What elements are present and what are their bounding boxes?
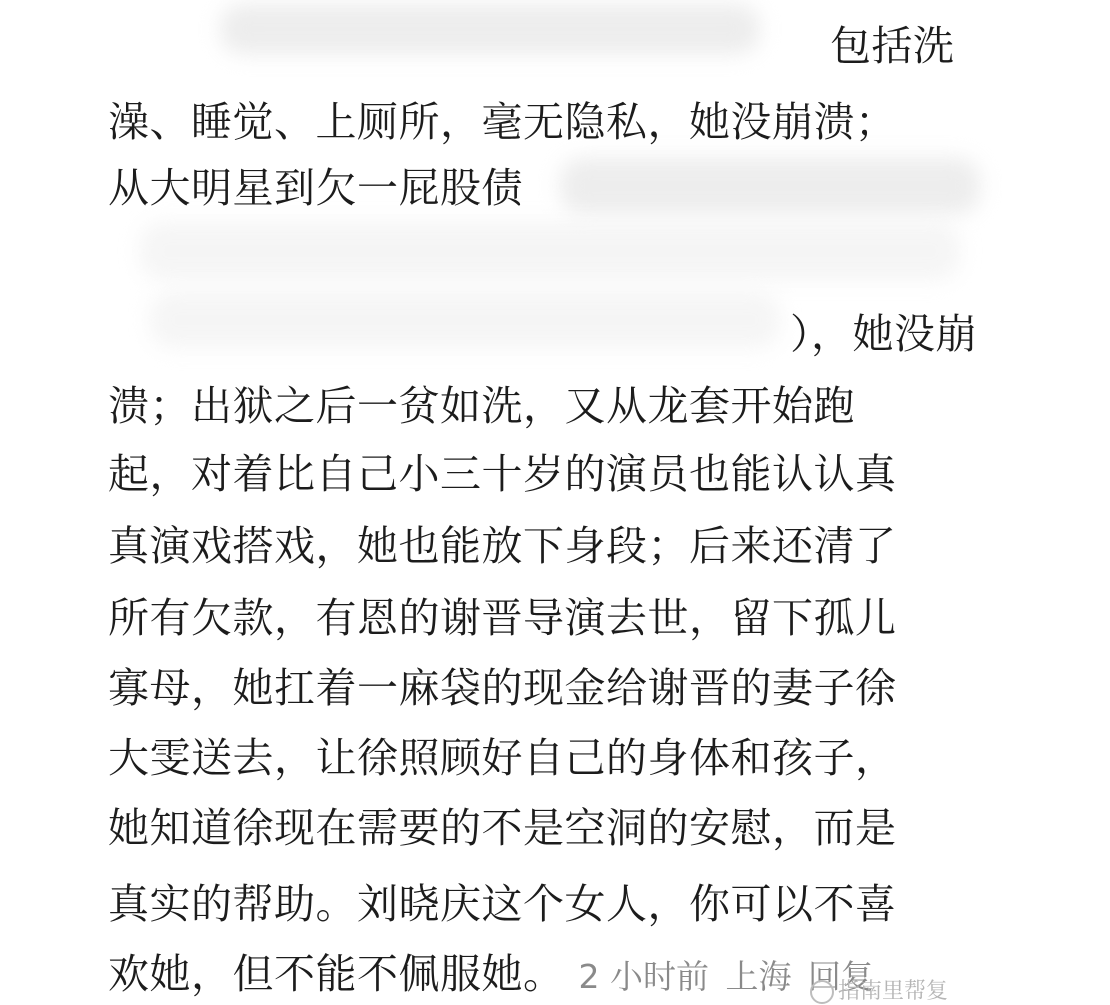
weibo-logo-icon xyxy=(810,980,834,1004)
redacted-region-line5 xyxy=(150,292,780,348)
comment-line: ），她没崩 xyxy=(790,310,977,358)
redacted-region-line3 xyxy=(560,158,980,214)
comment-line: 澡、睡觉、上厕所，毫无隐私，她没崩溃； xyxy=(108,98,897,146)
comment-line: 她知道徐现在需要的不是空洞的安慰，而是 xyxy=(108,804,897,852)
comment-line: 包括洗 xyxy=(830,22,955,70)
comment-line: 真演戏搭戏，她也能放下身段；后来还清了 xyxy=(108,522,897,570)
redacted-region-top xyxy=(220,4,760,54)
comment-line: 大雯送去，让徐照顾好自己的身体和孩子， xyxy=(108,734,897,782)
comment-last-line xyxy=(108,946,880,1002)
comment-line: 真实的帮助。刘晓庆这个女人，你可以不喜 xyxy=(108,880,897,928)
redacted-region-line4 xyxy=(140,222,960,280)
watermark-text: 指南里帮复 xyxy=(838,979,949,1004)
reply-button[interactable]: 回复 xyxy=(808,957,874,996)
comment-line: 起，对着比自己小三十岁的演员也能认认真 xyxy=(108,450,897,498)
comment-line: 从大明星到欠一屁股债 xyxy=(108,164,523,212)
comment-time: 2 小时前 xyxy=(578,957,709,996)
comment-line: 溃；出狱之后一贫如洗，又从龙套开始跑 xyxy=(108,382,855,430)
comment-line: 所有欠款，有恩的谢晋导演去世，留下孤儿 xyxy=(108,594,897,642)
comment-line: 欢她，但不能不佩服她。 xyxy=(108,950,565,998)
comment-line: 寡母，她扛着一麻袋的现金给谢晋的妻子徐 xyxy=(108,664,897,712)
comment-location: 上海 xyxy=(725,957,792,996)
watermark xyxy=(810,979,1110,1005)
